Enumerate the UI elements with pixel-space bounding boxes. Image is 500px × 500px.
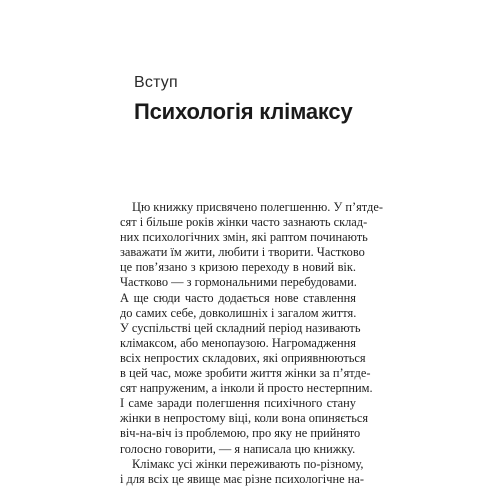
text-line: віч-на-віч із проблемою, про яку не прийнято [120,426,361,441]
text-line: У суспільстві цей складний період називають [120,320,361,335]
chapter-title: Психологія клімаксу [134,99,353,124]
text-line: І саме заради полегшення психічного стану [120,396,356,411]
text-line: Частково — з гормональними перебудовами. [120,275,357,290]
text-line: Клімакс усі жінки переживають по-різному, [132,456,364,471]
text-line: сят напруженим, а інколи й просто нестерпним. [120,381,373,396]
text-line: до самих себе, довколишніх і загалом життя. [120,305,357,320]
text-line: сят і більше років жінки часто зазнають склад- [120,215,368,230]
text-line: А ще сюди часто додається нове ставлення [120,290,356,305]
text-line: клімаксом, або менопаузою. Нагромадження [120,335,356,350]
text-line: всіх непростих складових, які оприявнюються [120,350,366,365]
section-label: Вступ [134,74,178,91]
text-line: голосно говорити, — я написала цю книжку. [120,441,356,456]
text-line: в цей час, може зробити життя жінки за п’ятде- [120,366,371,381]
text-line: Цю книжку присвячено полегшенню. У п’ятде- [132,200,383,214]
text-line: заважати їм жити, любити і творити. Частково [120,245,365,260]
text-line: це пов’язано з кризою переходу в новий вік. [120,260,356,275]
text-line: жінки в непростому віці, коли вона опиняється [120,411,369,426]
body-text [120,200,383,487]
text-line: і для всіх це явище має різне психологічне на- [120,471,364,486]
text-line: них психологічних змін, які раптом починають [120,230,368,245]
